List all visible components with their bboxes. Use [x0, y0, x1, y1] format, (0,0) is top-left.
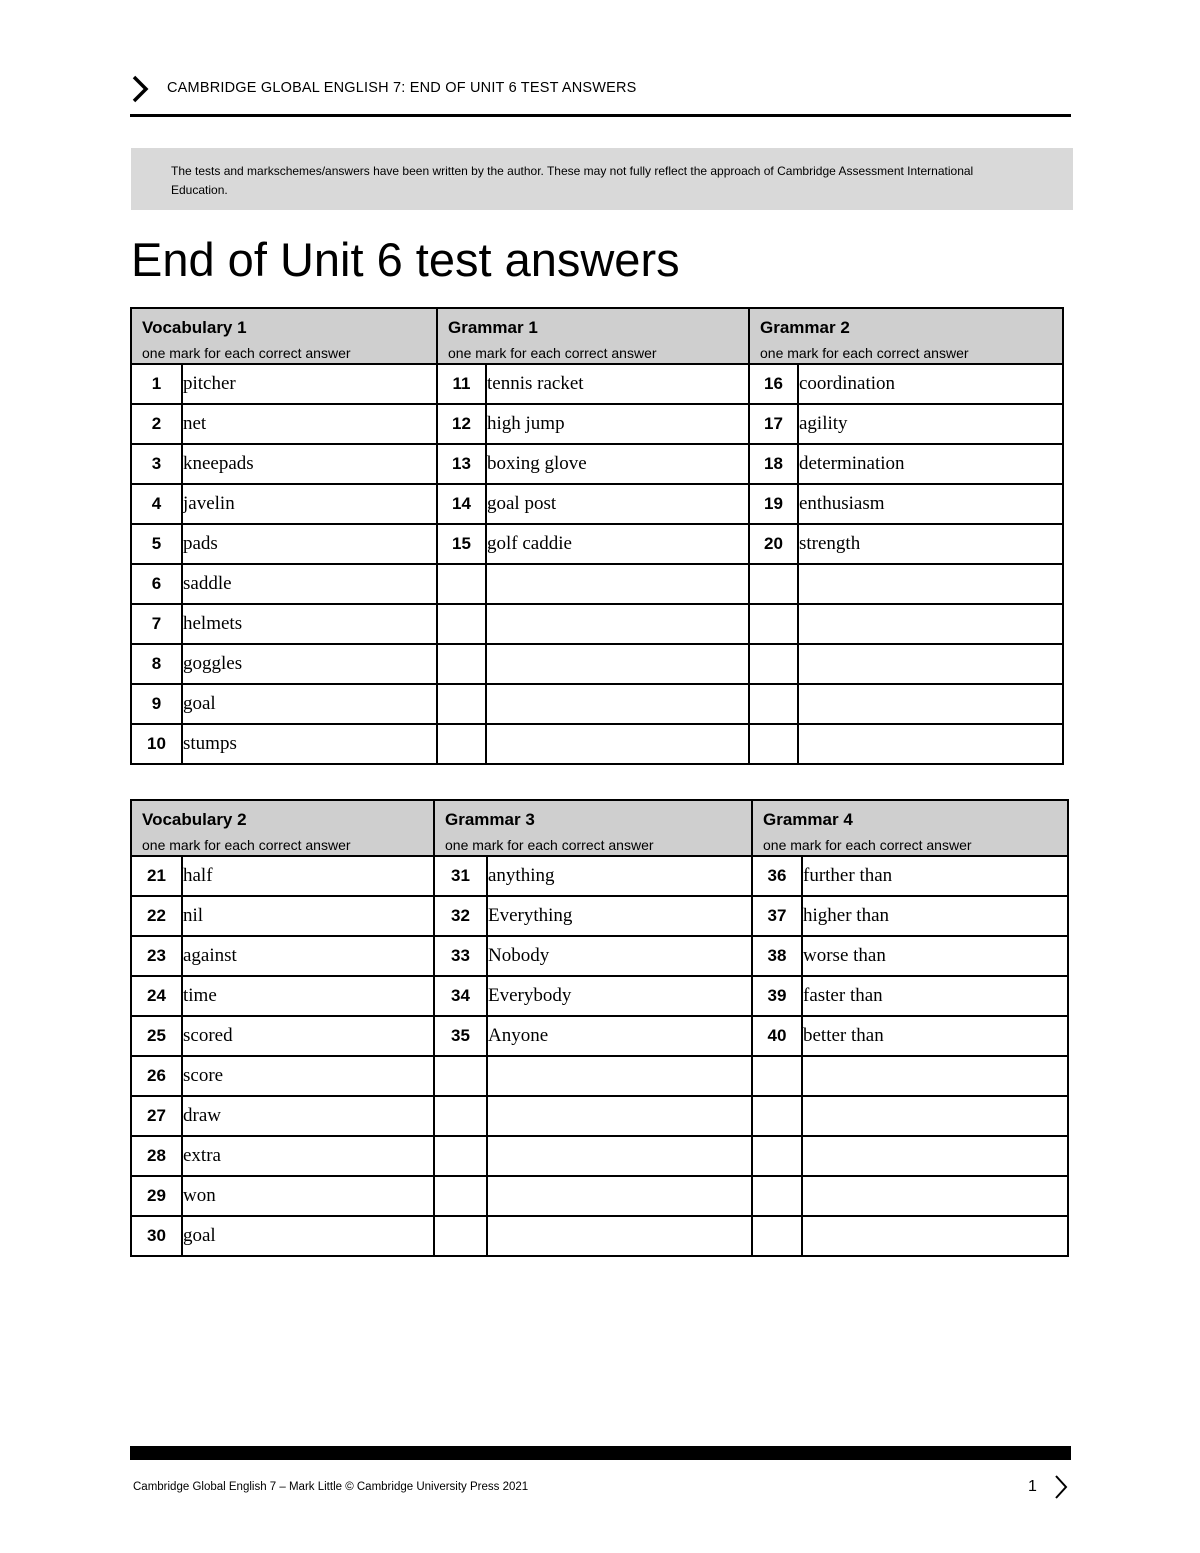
- section-subtitle: one mark for each correct answer: [142, 837, 351, 853]
- answer-text: [487, 1176, 752, 1216]
- answer-row: [131, 976, 1068, 1016]
- answer-text: [802, 1136, 1068, 1176]
- chevron-right-icon[interactable]: [1052, 1473, 1070, 1501]
- question-number: 34: [434, 976, 487, 1016]
- question-number: [437, 564, 486, 604]
- question-number: 6: [131, 564, 182, 604]
- answer-text: saddle: [182, 564, 437, 604]
- question-number: [749, 724, 798, 764]
- section-title: Grammar 3: [445, 810, 535, 829]
- answer-row: [131, 404, 1063, 444]
- question-number: 37: [752, 896, 802, 936]
- answer-row: [131, 1056, 1068, 1096]
- question-number: 10: [131, 724, 182, 764]
- answer-text: further than: [802, 856, 1068, 896]
- answer-text: won: [182, 1176, 434, 1216]
- question-number: 17: [749, 404, 798, 444]
- answer-row: [131, 1216, 1068, 1256]
- answer-text: [798, 644, 1063, 684]
- question-number: 7: [131, 604, 182, 644]
- answer-text: faster than: [802, 976, 1068, 1016]
- answer-text: goal post: [486, 484, 749, 524]
- answer-text: pads: [182, 524, 437, 564]
- answer-text: scored: [182, 1016, 434, 1056]
- question-number: [434, 1056, 487, 1096]
- answer-text: enthusiasm: [798, 484, 1063, 524]
- answer-text: [487, 1216, 752, 1256]
- answer-text: stumps: [182, 724, 437, 764]
- section-title: Grammar 4: [763, 810, 853, 829]
- answer-row: [131, 896, 1068, 936]
- answer-text: draw: [182, 1096, 434, 1136]
- answer-text: Anyone: [487, 1016, 752, 1056]
- answer-row: [131, 564, 1063, 604]
- answer-text: anything: [487, 856, 752, 896]
- answer-text: [486, 724, 749, 764]
- question-number: 18: [749, 444, 798, 484]
- section-title: Grammar 2: [760, 318, 850, 337]
- answer-text: better than: [802, 1016, 1068, 1056]
- answer-row: [131, 1176, 1068, 1216]
- answer-row: [131, 856, 1068, 896]
- chevron-right-icon: [130, 74, 152, 104]
- question-number: [749, 564, 798, 604]
- section-header: [437, 308, 749, 364]
- answer-text: helmets: [182, 604, 437, 644]
- section-subtitle: one mark for each correct answer: [142, 345, 351, 361]
- answer-text: agility: [798, 404, 1063, 444]
- answer-text: high jump: [486, 404, 749, 444]
- answer-text: goal: [182, 1216, 434, 1256]
- section-header: [131, 308, 437, 364]
- answer-row: [131, 604, 1063, 644]
- question-number: 28: [131, 1136, 182, 1176]
- footer-bar: [130, 1446, 1071, 1460]
- header-title: CAMBRIDGE GLOBAL ENGLISH 7: END OF UNIT 6 TEST ANSWERS: [167, 80, 637, 96]
- section-header: [752, 800, 1068, 856]
- question-number: 12: [437, 404, 486, 444]
- question-number: [752, 1056, 802, 1096]
- answer-text: against: [182, 936, 434, 976]
- question-number: 19: [749, 484, 798, 524]
- answer-row: [131, 364, 1063, 404]
- answer-text: javelin: [182, 484, 437, 524]
- question-number: [749, 604, 798, 644]
- question-number: 23: [131, 936, 182, 976]
- question-number: 14: [437, 484, 486, 524]
- question-number: [434, 1096, 487, 1136]
- answer-text: higher than: [802, 896, 1068, 936]
- answer-text: kneepads: [182, 444, 437, 484]
- answer-row: [131, 1096, 1068, 1136]
- answer-text: worse than: [802, 936, 1068, 976]
- answer-text: [486, 684, 749, 724]
- answer-row: [131, 724, 1063, 764]
- section-subtitle: one mark for each correct answer: [760, 345, 969, 361]
- question-number: 15: [437, 524, 486, 564]
- question-number: [752, 1176, 802, 1216]
- answer-text: boxing glove: [486, 444, 749, 484]
- answer-text: [802, 1216, 1068, 1256]
- question-number: [752, 1216, 802, 1256]
- answer-text: extra: [182, 1136, 434, 1176]
- question-number: [437, 684, 486, 724]
- question-number: 40: [752, 1016, 802, 1056]
- answer-text: score: [182, 1056, 434, 1096]
- question-number: 1: [131, 364, 182, 404]
- answer-text: [798, 604, 1063, 644]
- answer-row: [131, 484, 1063, 524]
- question-number: 24: [131, 976, 182, 1016]
- answer-text: [486, 564, 749, 604]
- answer-text: nil: [182, 896, 434, 936]
- question-number: [752, 1136, 802, 1176]
- page-header: [130, 74, 1071, 117]
- answer-row: [131, 444, 1063, 484]
- section-header: [749, 308, 1063, 364]
- section-subtitle: one mark for each correct answer: [763, 837, 972, 853]
- question-number: 9: [131, 684, 182, 724]
- answer-text: [486, 604, 749, 644]
- answer-text: coordination: [798, 364, 1063, 404]
- answer-text: [487, 1056, 752, 1096]
- question-number: 11: [437, 364, 486, 404]
- question-number: 20: [749, 524, 798, 564]
- answer-text: [798, 684, 1063, 724]
- question-number: [434, 1176, 487, 1216]
- question-number: 38: [752, 936, 802, 976]
- answer-row: [131, 524, 1063, 564]
- answer-text: Everybody: [487, 976, 752, 1016]
- answer-text: goal: [182, 684, 437, 724]
- question-number: 16: [749, 364, 798, 404]
- section-title: Grammar 1: [448, 318, 538, 337]
- answer-text: [802, 1056, 1068, 1096]
- answer-text: determination: [798, 444, 1063, 484]
- answer-text: half: [182, 856, 434, 896]
- section-title: Vocabulary 2: [142, 810, 247, 829]
- question-number: 29: [131, 1176, 182, 1216]
- section-title: Vocabulary 1: [142, 318, 247, 337]
- page-title: End of Unit 6 test answers: [131, 233, 680, 286]
- answer-text: [802, 1096, 1068, 1136]
- section-subtitle: one mark for each correct answer: [445, 837, 654, 853]
- answer-text: net: [182, 404, 437, 444]
- answer-text: [486, 644, 749, 684]
- question-number: 8: [131, 644, 182, 684]
- answer-text: goggles: [182, 644, 437, 684]
- question-number: 39: [752, 976, 802, 1016]
- section-subtitle: one mark for each correct answer: [448, 345, 657, 361]
- answer-text: pitcher: [182, 364, 437, 404]
- answer-row: [131, 644, 1063, 684]
- question-number: 31: [434, 856, 487, 896]
- question-number: 21: [131, 856, 182, 896]
- question-number: [437, 604, 486, 644]
- question-number: 3: [131, 444, 182, 484]
- question-number: [749, 644, 798, 684]
- question-number: 2: [131, 404, 182, 444]
- question-number: 27: [131, 1096, 182, 1136]
- question-number: 32: [434, 896, 487, 936]
- answer-row: [131, 1016, 1068, 1056]
- question-number: [434, 1136, 487, 1176]
- question-number: 25: [131, 1016, 182, 1056]
- page-number: 1: [1028, 1478, 1037, 1495]
- author-notice: The tests and markschemes/answers have been written by the author. These may not fully reflect the approach of Cambridge Assessment International Education.: [131, 148, 1073, 210]
- answer-text: golf caddie: [486, 524, 749, 564]
- question-number: 26: [131, 1056, 182, 1096]
- answer-text: Nobody: [487, 936, 752, 976]
- question-number: [437, 724, 486, 764]
- question-number: 33: [434, 936, 487, 976]
- answer-text: strength: [798, 524, 1063, 564]
- answer-text: [802, 1176, 1068, 1216]
- question-number: 35: [434, 1016, 487, 1056]
- answer-row: [131, 936, 1068, 976]
- question-number: [752, 1096, 802, 1136]
- answers-table-2: [130, 799, 1069, 1257]
- answer-text: tennis racket: [486, 364, 749, 404]
- answer-text: Everything: [487, 896, 752, 936]
- answers-table-1: [130, 307, 1064, 765]
- question-number: 22: [131, 896, 182, 936]
- answer-text: [487, 1136, 752, 1176]
- question-number: [437, 644, 486, 684]
- answer-row: [131, 1136, 1068, 1176]
- answer-text: time: [182, 976, 434, 1016]
- section-header: [131, 800, 434, 856]
- question-number: 13: [437, 444, 486, 484]
- answer-text: [798, 724, 1063, 764]
- question-number: 5: [131, 524, 182, 564]
- footer-copyright: Cambridge Global English 7 – Mark Little © Cambridge University Press 2021: [133, 1481, 529, 1493]
- answer-text: [487, 1096, 752, 1136]
- question-number: [434, 1216, 487, 1256]
- question-number: 4: [131, 484, 182, 524]
- section-header: [434, 800, 752, 856]
- answer-row: [131, 684, 1063, 724]
- question-number: 36: [752, 856, 802, 896]
- question-number: [749, 684, 798, 724]
- answer-text: [798, 564, 1063, 604]
- question-number: 30: [131, 1216, 182, 1256]
